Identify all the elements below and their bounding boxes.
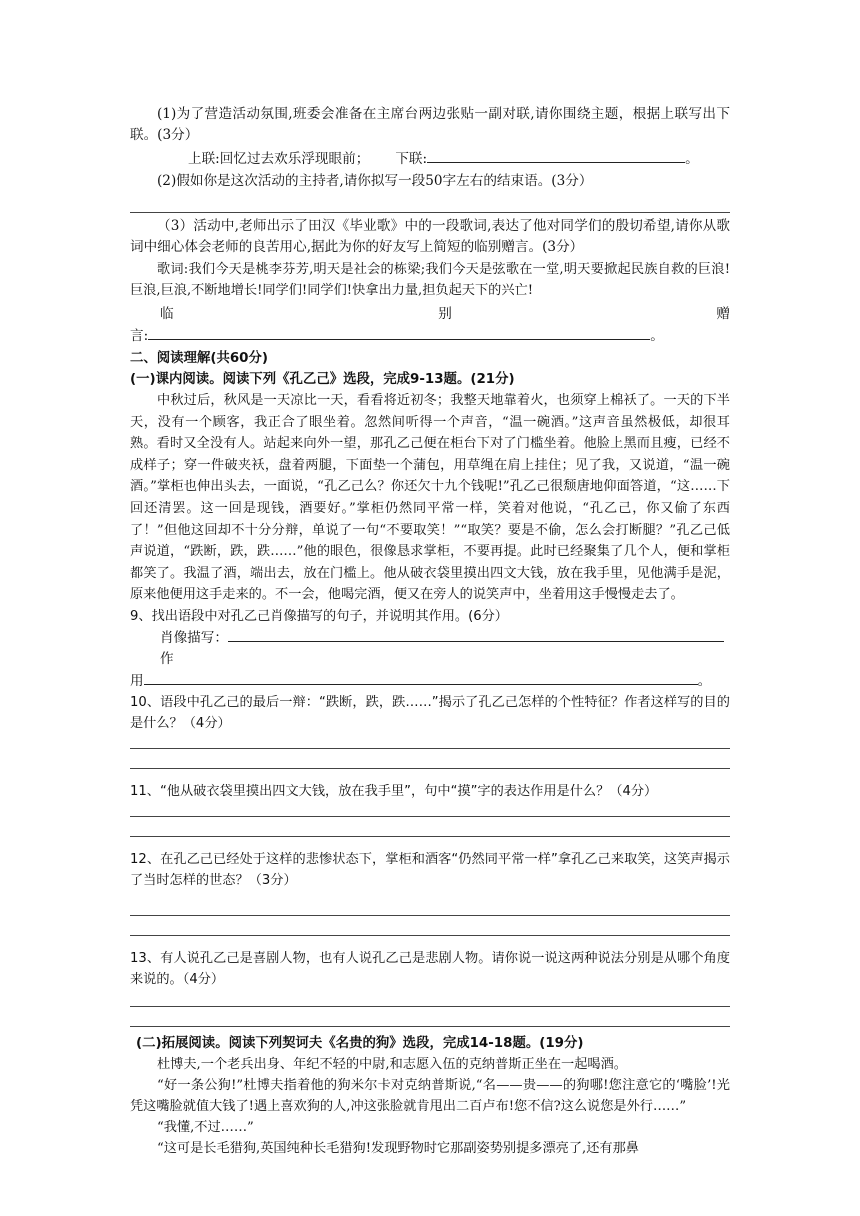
farewell-answer-line[interactable] xyxy=(148,325,650,340)
exam-page xyxy=(130,104,730,1159)
section-2-title: 二、阅读理解(共60分) xyxy=(130,351,268,366)
farewell-row: 临 别 赠 xyxy=(160,306,730,322)
question-1-text: (1)为了营造活动氛围,班委会准备在主席台两边张贴一副对联,请你围绕主题，根据上联写出下联。(3分） xyxy=(130,106,730,143)
dog-passage-p4: “这可是长毛猎狗,英国纯种长毛猎狗!发现野物时它那副姿势别提多漂亮了,还有那鼻 xyxy=(157,1140,639,1156)
question-13-text: 13、有人说孔乙己是喜剧人物，也有人说孔乙己是悲剧人物。请你说一说这两种说法分别是从哪个角度来说的。（4分） xyxy=(130,950,730,987)
kongyiji-passage: 中秋过后，秋风是一天凉比一天，看看将近初冬；我整天地靠着火，也须穿上棉袄了。一天的下半天，没有一个顾客，我正合了眼坐着。忽然间听得一个声音，“温一碗酒。”这声音虽然极低，却很耳熟。看时又全没有人。站起来向外一望，那孔乙己便在柜台下对了门槛坐着。他脸上黑而且瘦，已经不成样子；穿一件破夹袄，盘着两腿，下面垫一个蒲包，用草绳在肩上挂住；见了我，又说道，“温一碗酒。”掌柜也伸出头去，一面说，“孔乙己么？你还欠十九个钱呢!”孔乙己很颓唐地仰面答道，“这……下回还清罢。这一回是现钱，酒要好。”掌柜仍然同平常一样，笑着对他说，“孔乙己，你又偷了东西了！”但他这回却不十分分辩，单说了一句“不要取笑！”“取笑？要是不偷，怎么会打断腿？”孔乙己低声说道，“跌断，跌，跌……”他的眼色，很像恳求掌柜，不要再提。此时已经聚集了几个人，便和掌柜都笑了。我温了酒，端出去，放在门槛上。他从破衣袋里摸出四文大钱，放在我手里，见他满手是泥，原来他便用这手走来的。不一会，他喝完酒，便又在旁人的说笑声中，坐着用这手慢慢走去了。 xyxy=(130,393,730,603)
answer-line[interactable] xyxy=(130,816,730,817)
q9-effect-row: 用 。 xyxy=(130,670,730,692)
answer-line[interactable] xyxy=(130,748,730,749)
couplet-answer-line[interactable] xyxy=(427,148,685,163)
couplet-upper: 上联:回忆过去欢乐浮现眼前； xyxy=(188,151,370,167)
q9-effect-a: 作 xyxy=(160,650,174,667)
question-10-text: 10、语段中孔乙己的最后一辩：“跌断，跌，跌……”揭示了孔乙己怎样的个性特征？作者这样写的目的是什么？（4分） xyxy=(130,694,730,731)
q9-portrait-line[interactable] xyxy=(228,627,724,642)
answer-line[interactable] xyxy=(130,1026,730,1027)
question-3-text: （3）活动中,老师出示了田汉《毕业歌》中的一段歌词,表达了他对同学们的殷切希望,请你从歌词中细心体会老师的良苦用心,据此为你的好友写上简短的临别赠言。(3分） xyxy=(130,218,730,255)
dog-passage-p1: 杜博夫,一个老兵出身、年纪不轻的中尉,和志愿入伍的克纳普斯正坐在一起喝酒。 xyxy=(157,1056,627,1072)
answer-line[interactable] xyxy=(130,836,730,837)
subsection-2-title: (二)拓展阅读。阅读下列契诃夫《名贵的狗》选段，完成14-18题。(19分) xyxy=(136,1035,584,1051)
lyrics-text: 歌词:我们今天是桃李芬芳,明天是社会的栋梁;我们今天是弦歌在一堂,明天要掀起民族自救的巨浪!巨浪,巨浪,不断地增长!同学们!同学们!快拿出力量,担负起天下的兴亡! xyxy=(130,262,730,298)
answer-line[interactable] xyxy=(130,768,730,769)
question-12-text: 12、在孔乙己已经处于这样的悲惨状态下，掌柜和酒客“仍然同平常一样”拿孔乙己来取笑，这笑声揭示了当时怎样的世态？（3分） xyxy=(130,851,730,888)
subsection-1-title: (一)课内阅读。阅读下列《孔乙己》选段，完成9-13题。(21分) xyxy=(130,372,515,387)
answer-line[interactable] xyxy=(130,935,730,936)
q9-effect-line[interactable] xyxy=(144,670,698,685)
answer-line[interactable] xyxy=(130,915,730,916)
question-2-text: (2)假如你是这次活动的主持者,请你拟写一段50字左右的结束语。(3分） xyxy=(157,173,593,189)
question-9-text: 9、找出语段中对孔乙己肖像描写的句子，并说明其作用。(6分） xyxy=(130,608,508,624)
dog-passage-p3: “我懂,不过……” xyxy=(157,1119,254,1135)
couplet-lower-label: 下联: xyxy=(395,151,428,167)
q9-portrait-row: 肖像描写： xyxy=(130,627,730,649)
farewell-line-row: 言: 。 xyxy=(130,325,730,347)
answer-line[interactable] xyxy=(130,1006,730,1007)
couplet-row: 上联:回忆过去欢乐浮现眼前； 下联: 。 xyxy=(130,148,730,170)
dog-passage-p2: “好一条公狗!”杜博夫指着他的狗米尔卡对克纳普斯说,“名——贵——的狗哪!您注意它的‘嘴脸’!光凭这嘴脸就值大钱了!遇上喜欢狗的人,冲这张脸就肯甩出二百卢布!您不信?这么说您是外行……” xyxy=(130,1077,730,1114)
answer-line[interactable] xyxy=(130,212,730,213)
question-11-text: 11、“他从破衣袋里摸出四文大钱，放在我手里”，句中“摸”字的表达作用是什么？（4分） xyxy=(130,783,658,799)
